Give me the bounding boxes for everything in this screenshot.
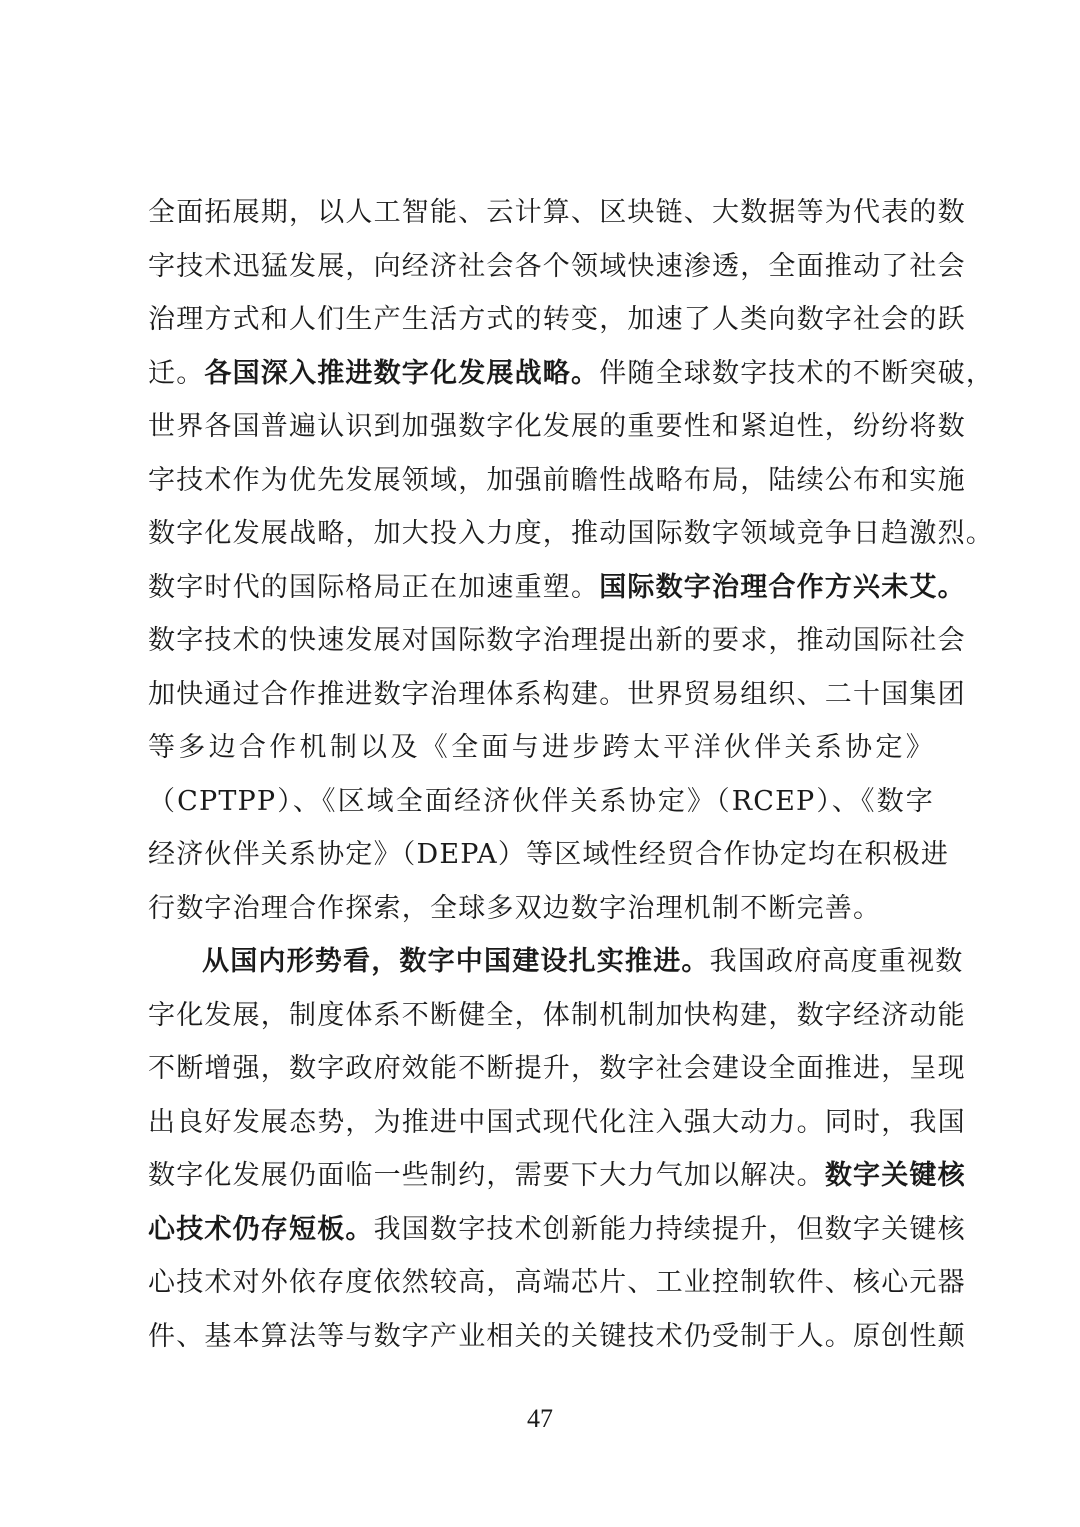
text-line <box>148 935 964 989</box>
text-line <box>148 186 966 240</box>
text-run: 治理方式和人们生产生活方式的转变，加速了人类向数字社会的跃 <box>148 304 966 335</box>
text-run: 我国政府高度重视数 <box>709 946 964 977</box>
text-run: 出良好发展态势，为推进中国式现代化注入强大动力。同时，我国 <box>148 1106 966 1138</box>
bold-heading: 国际数字治理合作方兴未艾。 <box>599 571 966 603</box>
text-line <box>148 1203 966 1257</box>
text-run: （CPTPP）、《区域全面经济伙伴关系协定》（RCEP）、《数字 <box>148 785 934 817</box>
text-line <box>148 561 966 615</box>
text-line <box>148 454 966 508</box>
text-line <box>148 507 994 561</box>
body-text <box>148 186 995 1363</box>
text-line <box>148 1149 966 1203</box>
text-line <box>148 614 966 668</box>
paragraph-2 <box>148 935 966 1363</box>
text-run: 世界各国普遍认识到加强数字化发展的重要性和紧迫性，纷纷将数 <box>148 411 966 442</box>
text-run: 全面拓展期，以人工智能、云计算、区块链、大数据等为代表的数 <box>148 197 966 228</box>
text-line <box>148 668 966 722</box>
bold-heading: 数字关键核 <box>824 1160 966 1191</box>
text-run: 数字时代的国际格局正在加速重塑。 <box>148 571 600 603</box>
page-number: 47 <box>527 1404 553 1433</box>
bold-heading: 各国深入推进数字化发展战略。 <box>204 357 600 389</box>
text-run: 字技术迅猛发展，向经济社会各个领域快速渗透，全面推动了社会 <box>148 250 966 282</box>
text-run: 数字技术的快速发展对国际数字治理提出新的要求，推动国际社会 <box>148 625 966 656</box>
text-run: 心技术对外依存度依然较高，高端芯片、工业控制软件、核心元器 <box>148 1267 966 1298</box>
text-run: 经济伙伴关系协定》（DEPA）等区域性经贸合作协定均在积极进 <box>148 839 950 870</box>
text-run: 不断增强，数字政府效能不断提升，数字社会建设全面推进，呈现 <box>148 1053 966 1084</box>
text-run: 数字化发展战略，加大投入力度，推动国际数字领域竞争日趋激烈。 <box>148 518 994 549</box>
text-run: 字化发展，制度体系不断健全，体制机制加快构建，数字经济动能 <box>148 999 966 1031</box>
text-run: 数字化发展仍面临一些制约，需要下大力气加以解决。 <box>148 1160 825 1191</box>
text-line <box>148 1310 966 1364</box>
paragraph-1 <box>148 186 995 935</box>
text-run: 件、基本算法等与数字产业相关的关键技术仍受制于人。原创性颠 <box>148 1320 966 1352</box>
bold-heading: 从国内形势看，数字中国建设扎实推进。 <box>202 946 710 977</box>
text-line <box>148 882 934 936</box>
text-line <box>148 721 934 775</box>
text-line <box>148 775 934 829</box>
text-line <box>148 240 966 294</box>
text-line <box>148 400 966 454</box>
text-run: 加快通过合作推进数字治理体系构建。世界贸易组织、二十国集团 <box>148 678 966 710</box>
bold-heading: 心技术仍存短板。 <box>148 1213 374 1245</box>
text-line <box>148 828 950 882</box>
text-line <box>148 347 995 401</box>
text-line <box>148 1096 966 1150</box>
text-run: 字技术作为优先发展领域，加强前瞻性战略布局，陆续公布和实施 <box>148 464 966 496</box>
text-run: 我国数字技术创新能力持续提升，但数字关键核 <box>373 1213 966 1245</box>
text-line <box>148 1042 966 1096</box>
text-line <box>148 293 966 347</box>
text-line <box>148 989 966 1043</box>
text-run: 行数字治理合作探索，全球多双边数字治理机制不断完善。 <box>148 892 882 924</box>
text-line <box>148 1256 966 1310</box>
text-run: 等多边合作机制以及《全面与进步跨太平洋伙伴关系协定》 <box>148 732 934 763</box>
text-run: 迁。 <box>148 357 205 389</box>
text-run: 伴随全球数字技术的不断突破， <box>599 357 995 389</box>
